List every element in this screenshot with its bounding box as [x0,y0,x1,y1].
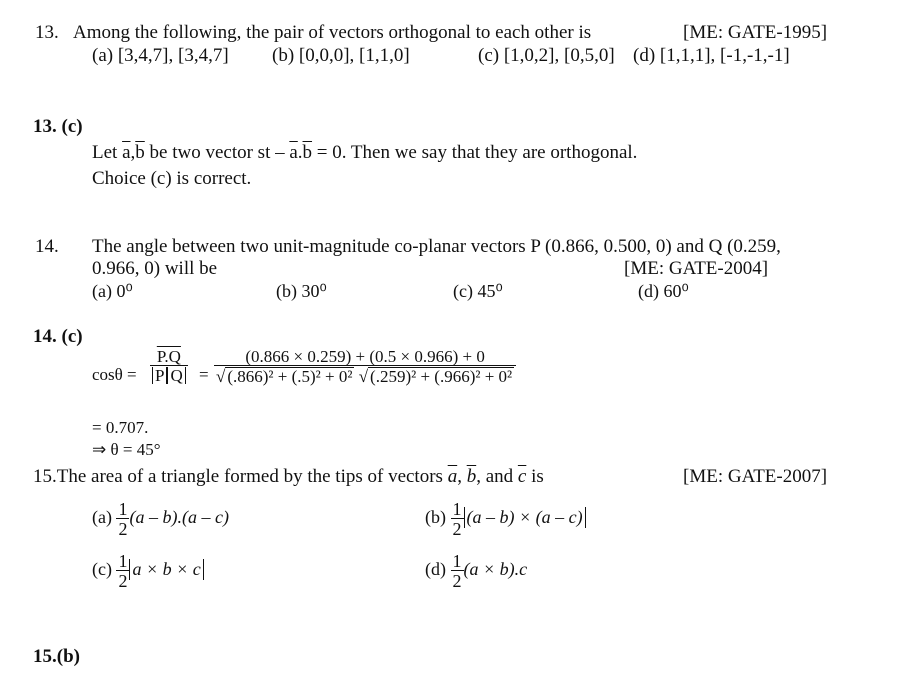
vector-a: $\overline{a}$ [122,142,131,163]
equals-zero: = 0. [316,142,347,163]
a14-numerator: (0.866 × 0.259) + (0.5 × 0.966) + 0 [245,347,485,366]
option-label: (c) [92,559,112,580]
vector-b: $\overline{b}$ [302,142,313,163]
a15-label: 15.(b) [33,646,80,667]
pq-dot-product: P.Q [156,347,181,366]
half-numerator: 1 [118,551,128,571]
q13-text: Among the following, the pair of vectors orthogonal to each other is [73,22,592,43]
q14-number: 14. [35,236,59,257]
a14-result-2: ⇒ θ = 45° [92,440,161,459]
a13-line1 [92,142,637,164]
q14-line2: 0.966, 0) will be [92,258,218,279]
q14-option-b: (b) 30⁰ [276,281,327,301]
q14-option-c: (c) 45⁰ [453,281,503,301]
q13-source: [ME: GATE-1995] [683,22,828,43]
half-numerator: 1 [118,499,128,519]
half-denominator: 2 [118,519,128,539]
half-numerator: 1 [452,499,462,519]
sqrt-q: (.259)² + (.966)² + 0² [370,367,513,386]
q15-option-a [92,500,229,538]
magnitude-q: $\overline{Q}$ [167,367,185,384]
q15-option-d [425,552,527,590]
option-b-expression: (a – b) × (a – c) [464,507,586,528]
option-a-expression: (a – b).(a – c) [129,507,229,528]
q14-line1: The angle between two unit-magnitude co-planar vectors P (0.866, 0.500, 0) and Q (0.259, [92,236,781,257]
q14-option-a: (a) 0⁰ [92,281,133,301]
dot: . [297,142,303,163]
a14-result-1: = 0.707. [92,418,149,437]
comma: , [130,142,136,163]
q13-option-d: (d) [1,1,1], [-1,-1,-1] [633,45,790,66]
half-numerator: 1 [452,551,462,571]
magnitude-p: $\overline{P}$ [152,367,167,384]
option-d-expression: (a × b).c [463,559,528,580]
q14-source: [ME: GATE-2004] [624,258,769,279]
vector-c: $\overline{c}$ [517,466,527,487]
q15-suffix: is [531,466,544,487]
q15-option-b [425,500,586,538]
q15-prefix: 15.The area of a triangle formed by the tips of vectors [33,466,443,487]
a14-fraction-2: $\frac{(0.866 \times 0.259) + (0.5 \times 0.966) + 0}{\text{√ (.866)² + (.5)² + 0² √ (.259)² + (.966)² + 0²}}$ [214,348,516,385]
a14-equals: = [199,365,209,384]
q13-option-b: (b) [0,0,0], [1,1,0] [272,45,410,66]
vector-b: $\overline{b}$ [466,466,477,487]
half-denominator: 2 [452,519,462,539]
q13-number: 13. [35,22,59,43]
comma: , [457,466,462,487]
a13-text: be two vector st – [149,142,285,163]
vector-b: $\overline{b}$ [135,142,145,163]
q13-option-a: (a) [3,4,7], [3,4,7] [92,45,229,66]
a13-line2: Choice (c) is correct. [92,168,252,189]
q13-option-c: (c) [1,0,2], [0,5,0] [478,45,615,66]
a14-label: 14. (c) [33,326,83,347]
a13-label: 13. (c) [33,116,83,137]
q15-text [33,466,544,488]
a13-text: Then we say that they are orthogonal. [350,142,638,163]
and: , and [476,466,514,487]
q14-option-d: (d) 60⁰ [638,281,689,301]
q15-source: [ME: GATE-2007] [683,466,828,487]
half-denominator: 2 [118,571,128,591]
a14-fraction-1 [150,348,188,384]
q15-option-c [92,552,204,590]
a13-text: Let [92,142,118,163]
half-denominator: 2 [452,571,462,591]
option-label: (b) [425,507,446,528]
option-label: (d) [425,559,446,580]
option-c-expression: a × b × c [129,559,203,580]
option-label: (a) [92,507,112,528]
sqrt-p: (.866)² + (.5)² + 0² [227,367,353,386]
vector-a: $\overline{a}$ [447,466,458,487]
a14-lhs: cosθ = [92,365,137,384]
vector-a: $\overline{a}$ [289,142,298,163]
